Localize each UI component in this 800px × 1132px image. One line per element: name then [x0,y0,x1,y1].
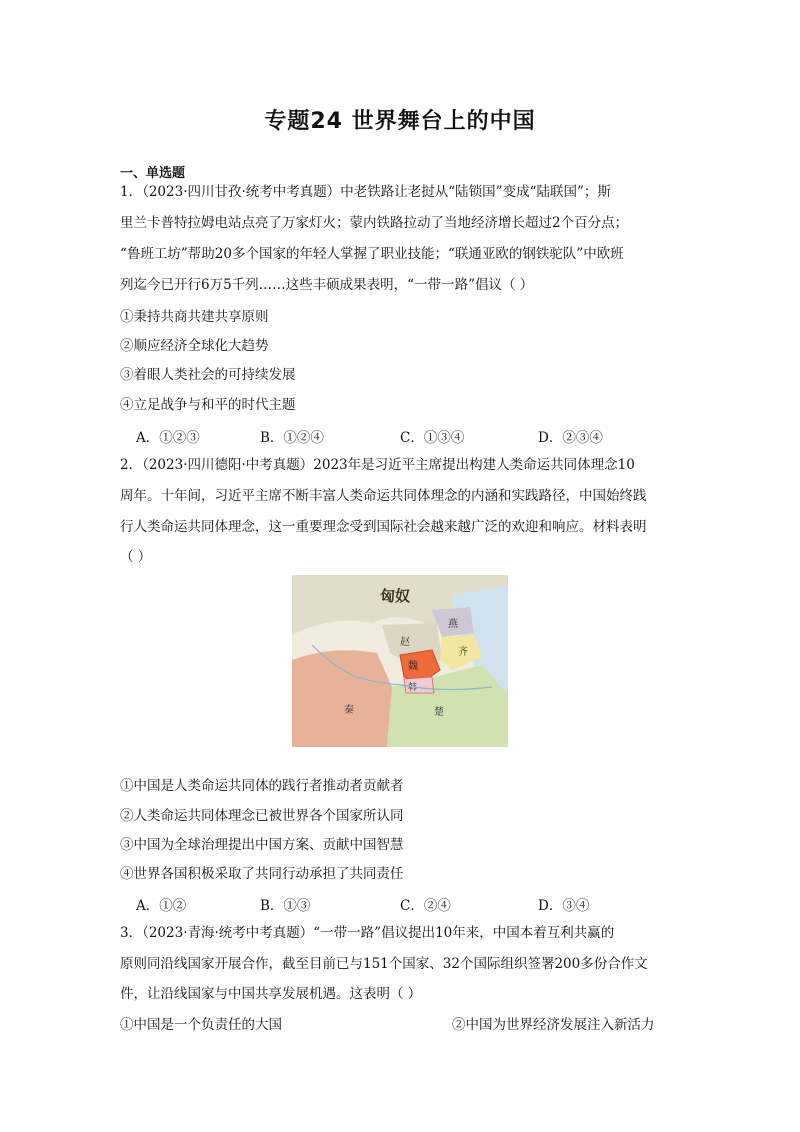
q2-option-a[interactable]: A．①② [136,898,187,914]
q1-option-a[interactable]: A．①②③ [136,430,200,446]
xiongnu-label: 匈奴 [380,587,411,605]
q1-stem-line: “鲁班工坊”帮助20多个国家的年轻人掌握了职业技能；“联通亚欧的钢铁驼队”中欧班 [120,246,624,262]
section-heading: 一、单选题 [120,166,186,181]
q2-item: ②人类命运共同体理念已被世界各个国家所认同 [120,808,404,824]
q1-stem-line: 里兰卡普特拉姆电站点亮了万家灯火；蒙内铁路拉动了当地经济增长超过2个百分点； [120,215,629,231]
han-label: 韩 [408,683,418,693]
wei-label: 魏 [408,661,418,672]
q3-item: ①中国是一个负责任的大国 [120,1017,282,1033]
q2-item: ④世界各国积极采取了共同行动承担了共同责任 [120,866,404,882]
q1-option-b[interactable]: B．①②④ [260,430,324,446]
q2-stem-line: 2．（2023·四川德阳·中考真题）2023年是习近平主席提出构建人类命运共同体理念10 [120,457,635,473]
q1-item: ①秉持共商共建共享原则 [120,309,269,325]
q2-item: ①中国是人类命运共同体的践行者推动者贡献者 [120,778,404,794]
qi-label: 齐 [458,647,468,658]
q2-stem-line: 行人类命运共同体理念，这一重要理念受到国际社会越来越广泛的欢迎和响应。材料表明 [120,519,647,535]
q3-stem-line: 件，让沿线国家与中国共享发展机遇。这表明（ ） [120,986,422,1002]
zhao-label: 赵 [400,637,410,648]
q1-stem-line: 列迄今已开行6万5千列……这些丰硕成果表明，“一带一路”倡议（ ） [120,277,534,293]
q1-stem-line: 1．（2023·四川甘孜·统考中考真题）中老铁路让老挝从“陆锁国”变成“陆联国”；斯 [120,184,611,200]
q2-option-c[interactable]: C．②④ [400,898,451,914]
q1-item: ④立足战争与和平的时代主题 [120,397,296,413]
qin-label: 秦 [344,705,354,716]
q1-item: ③着眼人类社会的可持续发展 [120,367,296,383]
yan-label: 燕 [448,619,458,630]
q2-stem-line: 周年。十年间，习近平主席不断丰富人类命运共同体理念的内涵和实践路径，中国始终践 [120,488,647,504]
q2-item: ③中国为全球治理提出中国方案、贡献中国智慧 [120,837,404,853]
q2-stem-line: （ ） [120,549,152,565]
q1-item: ②顺应经济全球化大趋势 [120,338,269,354]
qin-region [292,650,392,747]
q3-stem-line: 原则同沿线国家开展合作，截至目前已与151个国家、32个国际组织签署200多份合作文 [120,956,648,972]
warring-states-map [292,575,508,747]
q2-option-d[interactable]: D．③④ [538,898,590,914]
q2-option-b[interactable]: B．①③ [260,898,311,914]
q3-stem-line: 3．（2023·青海·统考中考真题）“一带一路”倡议提出10年来，中国本着互利共赢的 [120,925,615,941]
q3-item: ②中国为世界经济发展注入新活力 [452,1017,655,1033]
q1-option-d[interactable]: D．②③④ [538,430,603,446]
page-title: 专题24 世界舞台上的中国 [264,109,536,134]
q1-option-c[interactable]: C．①③④ [400,430,465,446]
chu-label: 楚 [434,707,444,718]
